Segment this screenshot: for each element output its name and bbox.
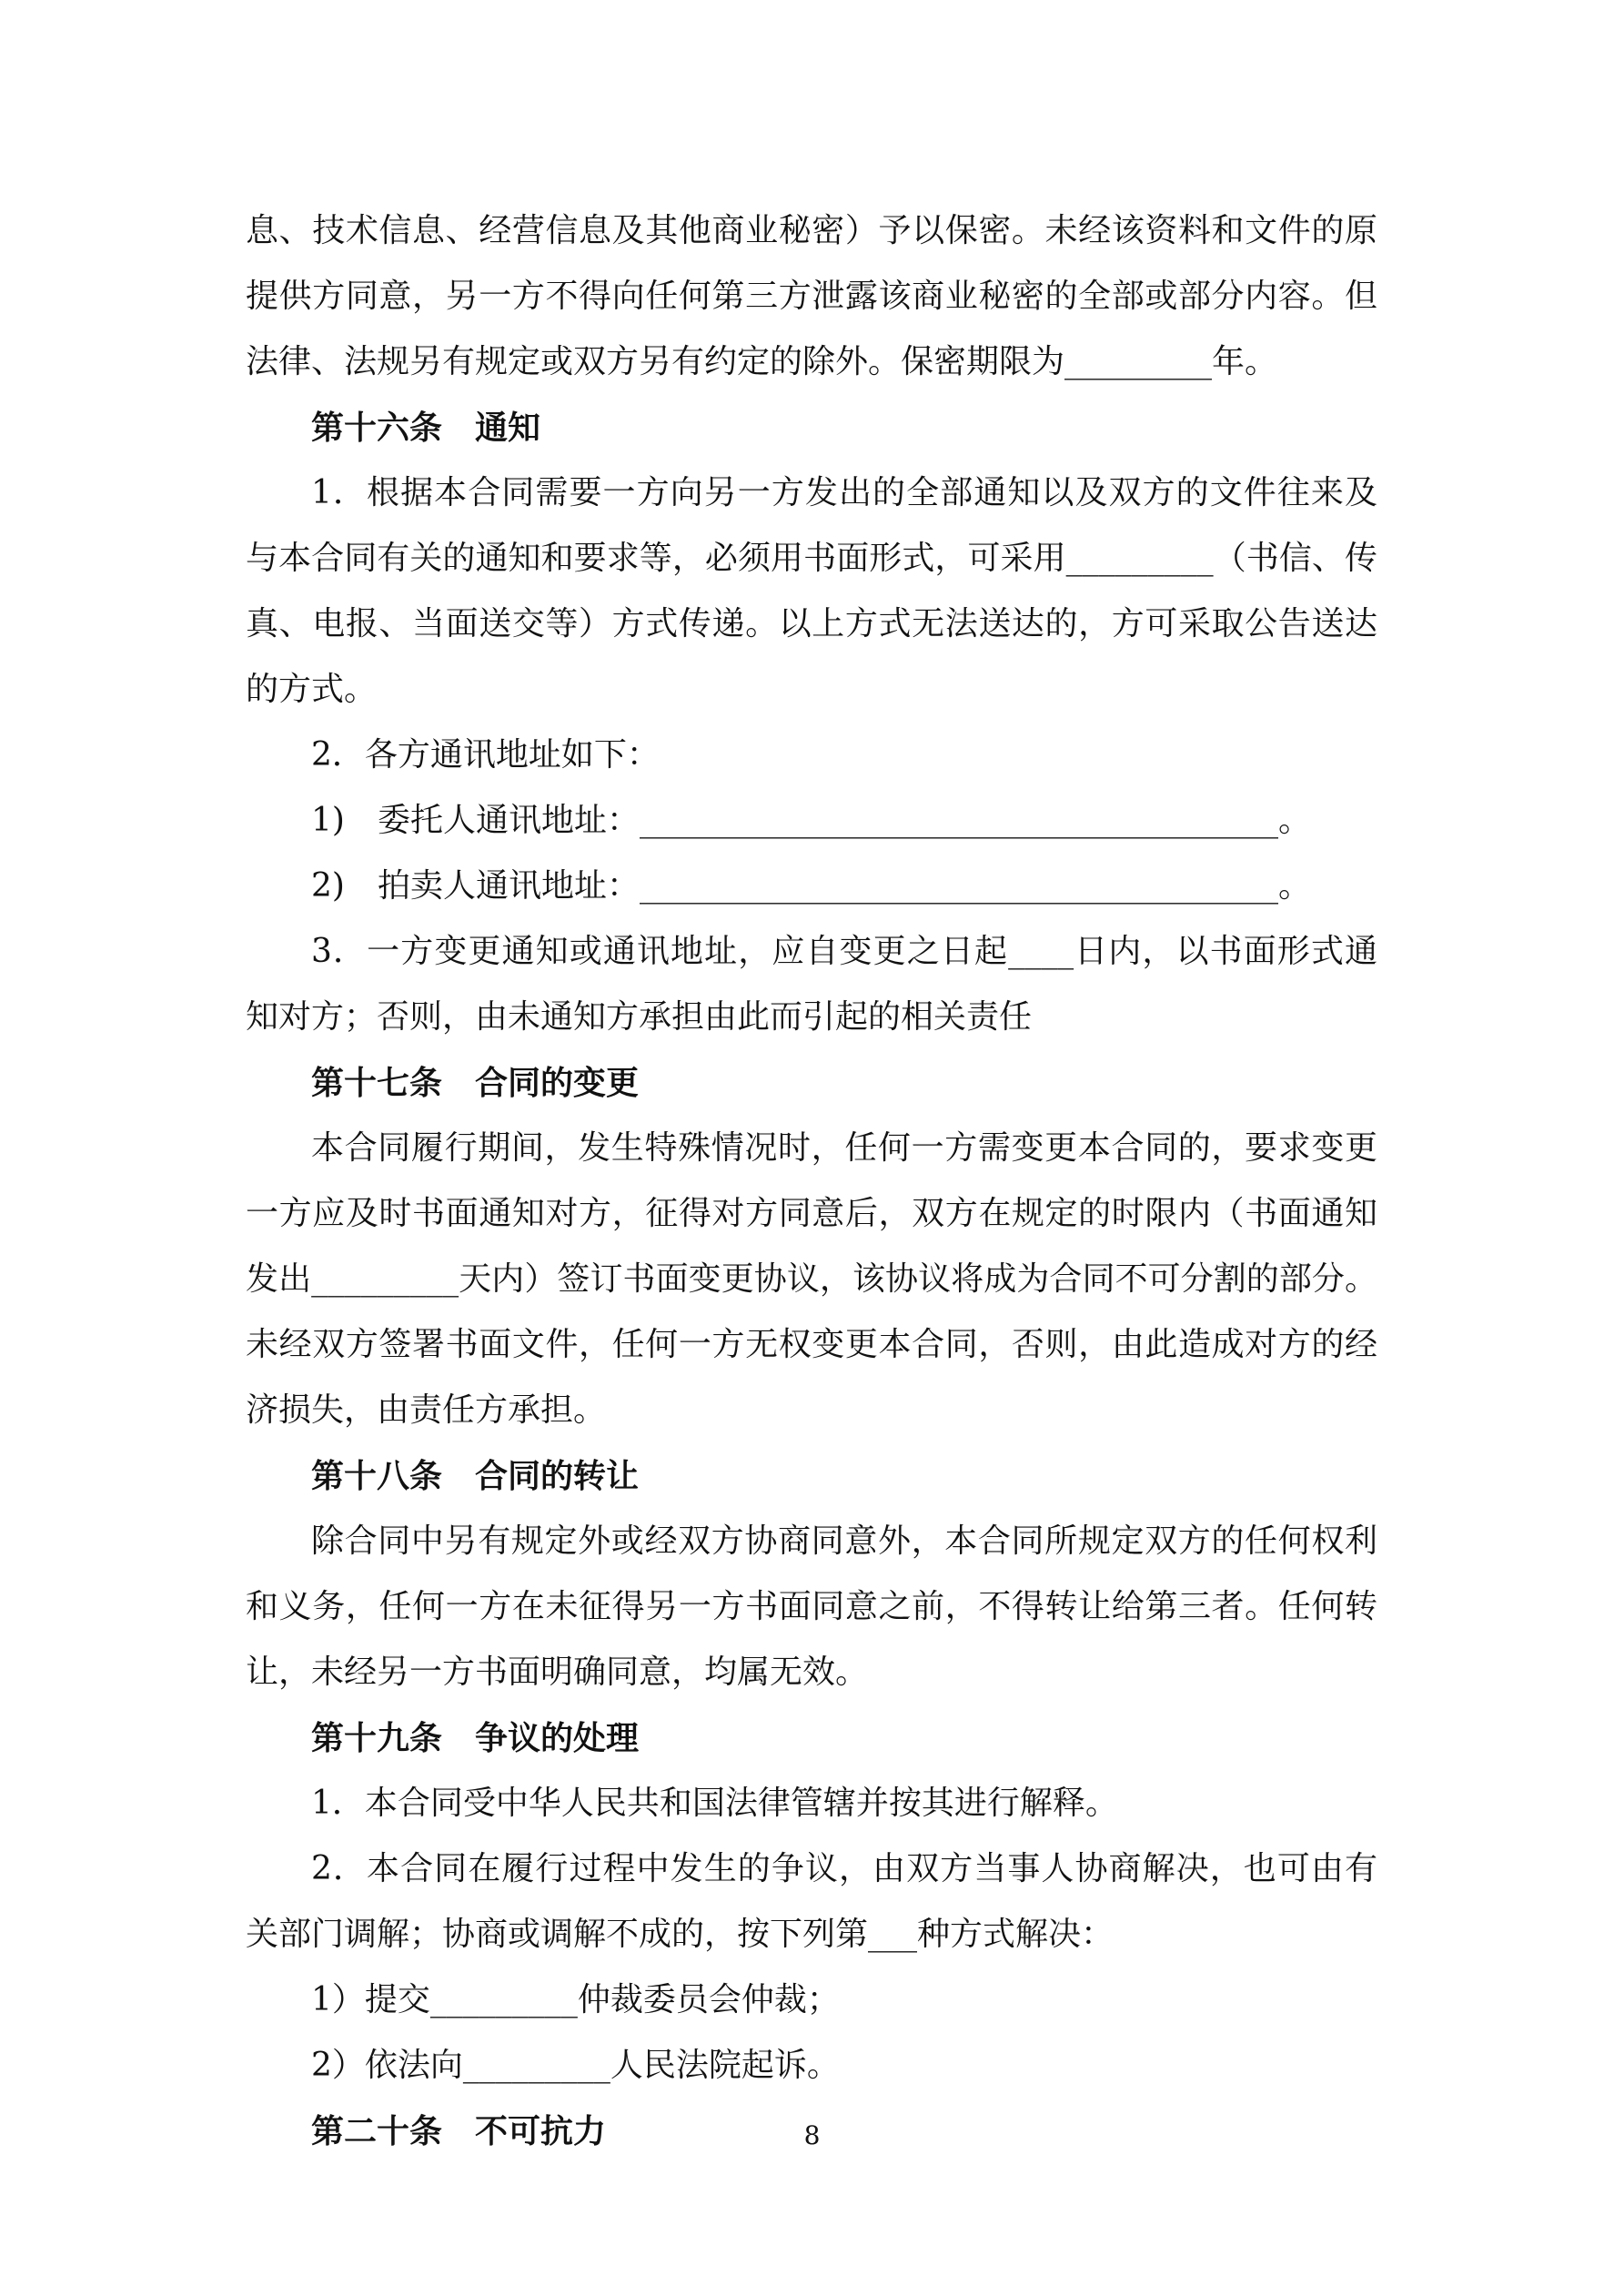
document-page [246, 198, 1377, 2164]
paragraph-principal-address: 1) 委托人通讯地址：_______________________________________。 [311, 802, 1311, 839]
heading-article-16: 第十六条 通知 [311, 409, 541, 447]
paragraph-dispute-resolution: 2．本合同在履行过程中发生的争议，由双方当事人协商解决，也可由有关部门调解；协商或调解不成的，按下列第___种方式解决： [246, 1850, 1377, 1953]
heading-article-19: 第十九条 争议的处理 [311, 1719, 640, 1757]
paragraph-contract-transfer: 除合同中另有规定外或经双方协商同意外，本合同所规定双方的任何权利和义务，任何一方在未征得另一方书面同意之前，不得转让给第三者。任何转让，未经另一方书面明确同意，均属无效。 [246, 1522, 1377, 1691]
paragraph-governing-law: 1．本合同受中华人民共和国法律管辖并按其进行解释。 [311, 1785, 1118, 1822]
paragraph-addresses-intro: 2．各方通讯地址如下： [311, 736, 660, 774]
heading-article-17: 第十七条 合同的变更 [311, 1064, 640, 1102]
paragraph-contract-amendment: 本合同履行期间，发生特殊情况时，任何一方需变更本合同的，要求变更一方应及时书面通知对方，征得对方同意后，双方在规定的时限内（书面通知发出_________天内）签订书面变更协议，该协议将成为合同不可分割的部分。未经双方签署书面文件，任何一方无权变更本合同，否则，由此造成对方的经济损失，由责任方承担。 [246, 1129, 1377, 1429]
heading-article-20: 第二十条 不可抗力 [311, 2112, 607, 2150]
heading-article-18: 第十八条 合同的转让 [311, 1457, 640, 1495]
paragraph-court-option: 2）依法向_________人民法院起诉。 [311, 2047, 840, 2084]
page-number: 8 [803, 2120, 821, 2150]
paragraph-notice-form: 1．根据本合同需要一方向另一方发出的全部通知以及双方的文件往来及与本合同有关的通知和要求等，必须用书面形式，可采用_________（书信、传真、电报、当面送交等）方式传递。以上方式无法送达的，方可采取公告送达的方式。 [246, 474, 1377, 708]
paragraph-auctioneer-address: 2) 拍卖人通讯地址：_______________________________________。 [311, 867, 1311, 905]
paragraph-confidentiality-continued: 息、技术信息、经营信息及其他商业秘密）予以保密。未经该资料和文件的原提供方同意，另一方不得向任何第三方泄露该商业秘密的全部或部分内容。但法律、法规另有规定或双方另有约定的除外。保密期限为_________年。 [246, 212, 1377, 380]
paragraph-arbitration-option: 1）提交_________仲裁委员会仲裁； [311, 1981, 840, 2018]
paragraph-address-change: 3．一方变更通知或通讯地址，应自变更之日起____日内，以书面形式通知对方；否则，由未通知方承担由此而引起的相关责任 [246, 933, 1377, 1036]
